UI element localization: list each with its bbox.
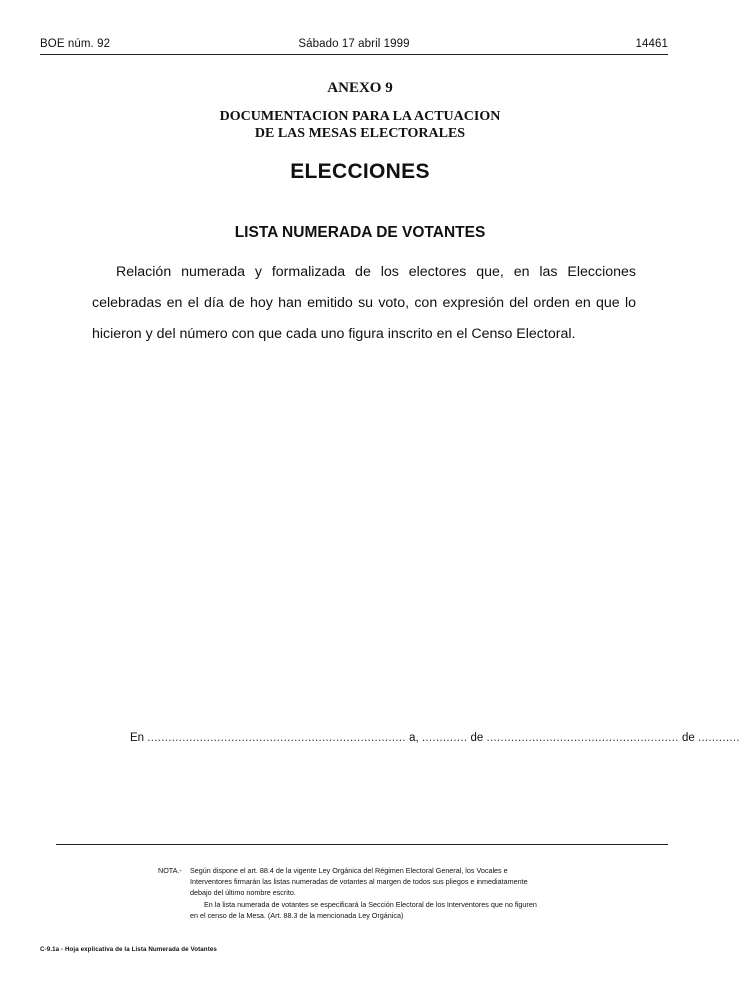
header-journal-number: BOE núm. 92 bbox=[40, 38, 111, 50]
place-label: En bbox=[130, 732, 145, 744]
day-blank: ............. bbox=[421, 732, 468, 744]
day-label: a, bbox=[405, 732, 422, 744]
header-date: Sábado 17 abril 1999 bbox=[298, 38, 410, 50]
place-date-line bbox=[130, 732, 740, 744]
document-title bbox=[0, 108, 720, 142]
intro-paragraph: Relación numerada y formalizada de los electores que, en las Elecciones celebradas en el día de hoy han emitido su voto, con expresión del orden en que lo hicieron y del número con que cada uno figura inscrito en el Censo Electoral. bbox=[92, 264, 636, 342]
month-blank: ....................................................... bbox=[486, 732, 679, 744]
place-blank: .......................................................................... bbox=[147, 732, 406, 744]
month-label: de bbox=[467, 732, 487, 744]
annex-heading: ANEXO 9 bbox=[327, 80, 393, 96]
year-blank: ............ bbox=[697, 732, 740, 744]
separator-rule bbox=[56, 844, 668, 845]
page-header bbox=[40, 38, 668, 55]
nota-body bbox=[190, 865, 538, 921]
header-page-number: 14461 bbox=[635, 38, 668, 50]
year-label: de bbox=[678, 732, 698, 744]
nota-block bbox=[158, 865, 538, 921]
document-title-line-2: DE LAS MESAS ELECTORALES bbox=[254, 126, 466, 141]
nota-paragraph-1: Según dispone el art. 88.4 de la vigente Ley Orgánica del Régimen Electoral General, los Vocales e Interventores firmarán las listas numeradas de votantes al margen de todos sus pliegos e inmediatamente debajo del último nombre escrito. bbox=[190, 866, 528, 898]
nota-label: NOTA.- bbox=[158, 866, 182, 875]
elections-title: ELECCIONES bbox=[290, 160, 430, 183]
nota-paragraph-2: En la lista numerada de votantes se especificará la Sección Electoral de los Interventores que no figuren en el censo de la Mesa. (Art. 88.3 de la mencionada Ley Orgánica) bbox=[190, 899, 537, 920]
list-title: LISTA NUMERADA DE VOTANTES bbox=[234, 224, 486, 241]
form-code: C-9.1a - Hoja explicativa de la Lista Numerada de Votantes bbox=[40, 946, 217, 953]
document-title-line-1: DOCUMENTACION PARA LA ACTUACION bbox=[219, 109, 501, 124]
